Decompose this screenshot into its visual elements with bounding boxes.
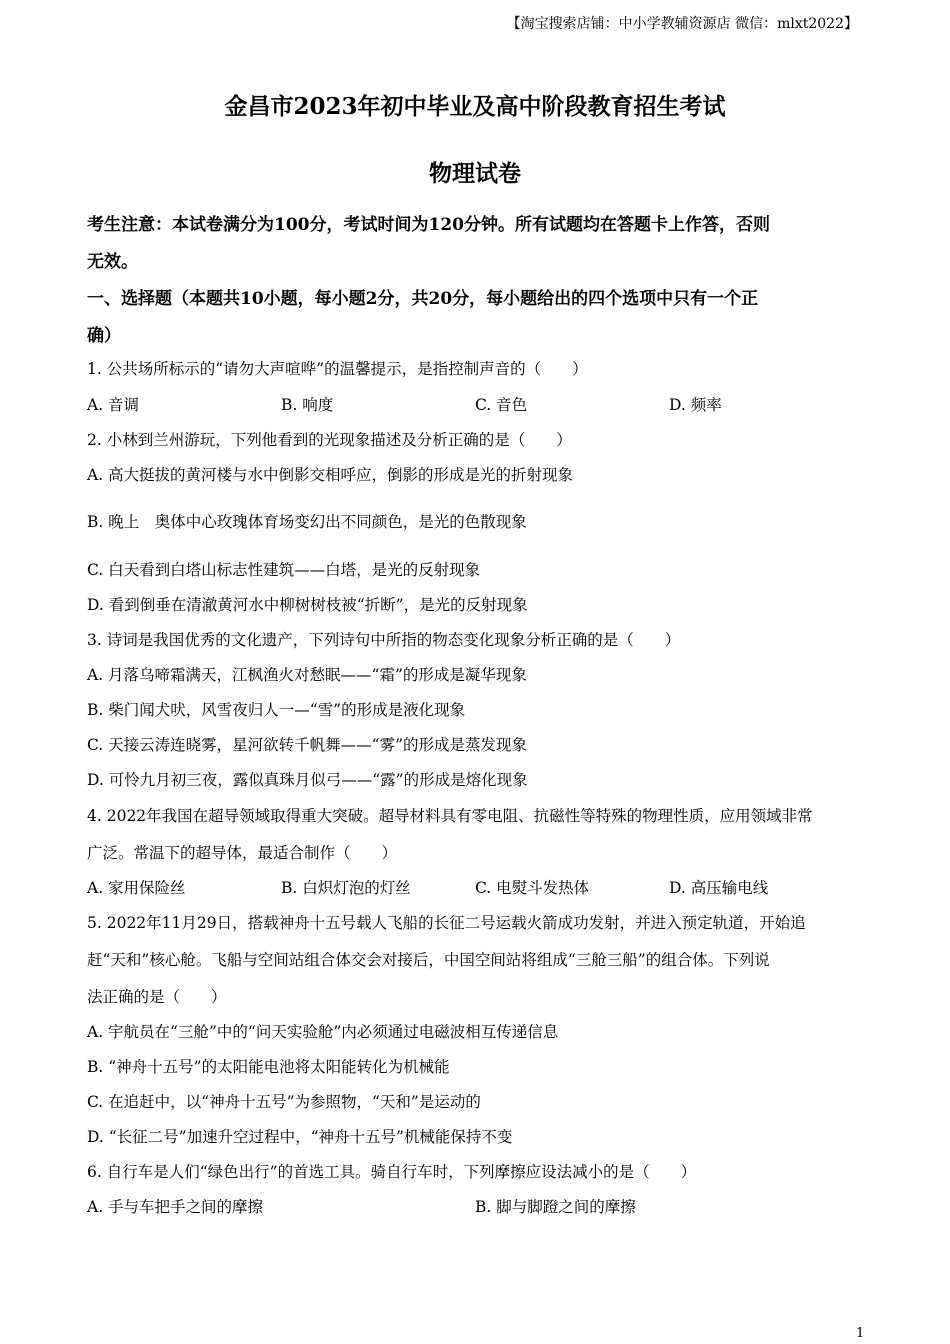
question-5-option-b: B. “神舟十五号”的太阳能电池将太阳能转化为机械能 xyxy=(87,1058,450,1076)
question-6-option-b: B. 脚与脚蹬之间的摩擦 xyxy=(475,1198,636,1216)
question-3-stem: 3. 诗词是我国优秀的文化遗产，下列诗句中所指的物态变化现象分析正确的是（ ） xyxy=(87,631,681,649)
question-6-stem: 6. 自行车是人们“绿色出行”的首选工具。骑自行车时，下列摩擦应设法减小的是（ ） xyxy=(87,1163,697,1181)
question-5-option-a: A. 宇航员在“三舱”中的“问天实验舱”内必须通过电磁波相互传递信息 xyxy=(87,1023,559,1041)
exam-subtitle: 物理试卷 xyxy=(429,160,521,187)
question-1-option-d: D. 频率 xyxy=(669,396,722,414)
question-4-option-a: A. 家用保险丝 xyxy=(87,879,186,897)
question-2-option-b: B. 晚上 奥体中心玫瑰体育场变幻出不同颜色，是光的色散现象 xyxy=(87,513,527,531)
question-3-option-d: D. 可怜九月初三夜，露似真珠月似弓——“露”的形成是熔化现象 xyxy=(87,771,528,789)
section-heading-line-2: 确） xyxy=(87,326,121,346)
question-2-option-c: C. 白天看到白塔山标志性建筑——白塔，是光的反射现象 xyxy=(87,561,481,579)
question-5-stem-line-2: 赶“天和”核心舱。飞船与空间站组合体交会对接后，中国空间站将组成“三舱三船”的组合体。下列说 xyxy=(87,951,770,969)
notice-line-1: 考生注意：本试卷满分为100分，考试时间为120分钟。所有试题均在答题卡上作答，否则 xyxy=(87,215,770,235)
question-2-option-d: D. 看到倒垂在清澈黄河水中柳树树枝被“折断”，是光的反射现象 xyxy=(87,596,528,614)
question-3-option-b: B. 柴门闻犬吠，风雪夜归人一—“雪”的形成是液化现象 xyxy=(87,701,466,719)
question-1-option-b: B. 响度 xyxy=(281,396,334,414)
question-4-option-b: B. 白炽灯泡的灯丝 xyxy=(281,879,411,897)
question-4-stem-line-2: 广泛。常温下的超导体，最适合制作（ ） xyxy=(87,844,398,862)
exam-title: 金昌市2023年初中毕业及高中阶段教育招生考试 xyxy=(224,93,726,120)
page-number: 1 xyxy=(856,1326,865,1341)
page-header: 【淘宝搜索店铺：中小学教辅资源店 微信：mlxt2022】 xyxy=(506,16,858,32)
question-4-option-d: D. 高压输电线 xyxy=(669,879,769,897)
question-5-option-c: C. 在追赶中，以“神舟十五号”为参照物，“天和”是运动的 xyxy=(87,1093,481,1111)
question-1-option-c: C. 音色 xyxy=(475,396,528,414)
question-5-stem-line-1: 5. 2022年11月29日，搭载神舟十五号载人飞船的长征二号运载火箭成功发射，并进入预定轨道，开始追 xyxy=(87,914,806,932)
question-4-option-c: C. 电熨斗发热体 xyxy=(475,879,590,897)
question-5-option-d: D. “长征二号”加速升空过程中，“神舟十五号”机械能保持不变 xyxy=(87,1128,513,1146)
question-3-option-a: A. 月落乌啼霜满天，江枫渔火对愁眠——“霜”的形成是凝华现象 xyxy=(87,666,527,684)
question-4-stem-line-1: 4. 2022年我国在超导领域取得重大突破。超导材料具有零电阻、抗磁性等特殊的物理性质，应用领域非常 xyxy=(87,807,813,825)
question-2-option-a: A. 高大挺拔的黄河楼与水中倒影交相呼应，倒影的形成是光的折射现象 xyxy=(87,466,574,484)
notice-line-2: 无效。 xyxy=(87,252,138,272)
question-3-option-c: C. 天接云涛连晓雾，星河欲转千帆舞——“雾”的形成是蒸发现象 xyxy=(87,736,528,754)
question-6-option-a: A. 手与车把手之间的摩擦 xyxy=(87,1198,264,1216)
section-heading-line-1: 一、选择题（本题共10小题，每小题2分，共20分，每小题给出的四个选项中只有一个正 xyxy=(87,289,759,309)
question-1-stem: 1. 公共场所标示的“请勿大声喧哗”的温馨提示，是指控制声音的（ ） xyxy=(87,360,588,378)
question-1-option-a: A. 音调 xyxy=(87,396,140,414)
question-5-stem-line-3: 法正确的是（ ） xyxy=(87,988,227,1006)
question-2-stem: 2. 小林到兰州游玩，下列他看到的光现象描述及分析正确的是（ ） xyxy=(87,431,572,449)
